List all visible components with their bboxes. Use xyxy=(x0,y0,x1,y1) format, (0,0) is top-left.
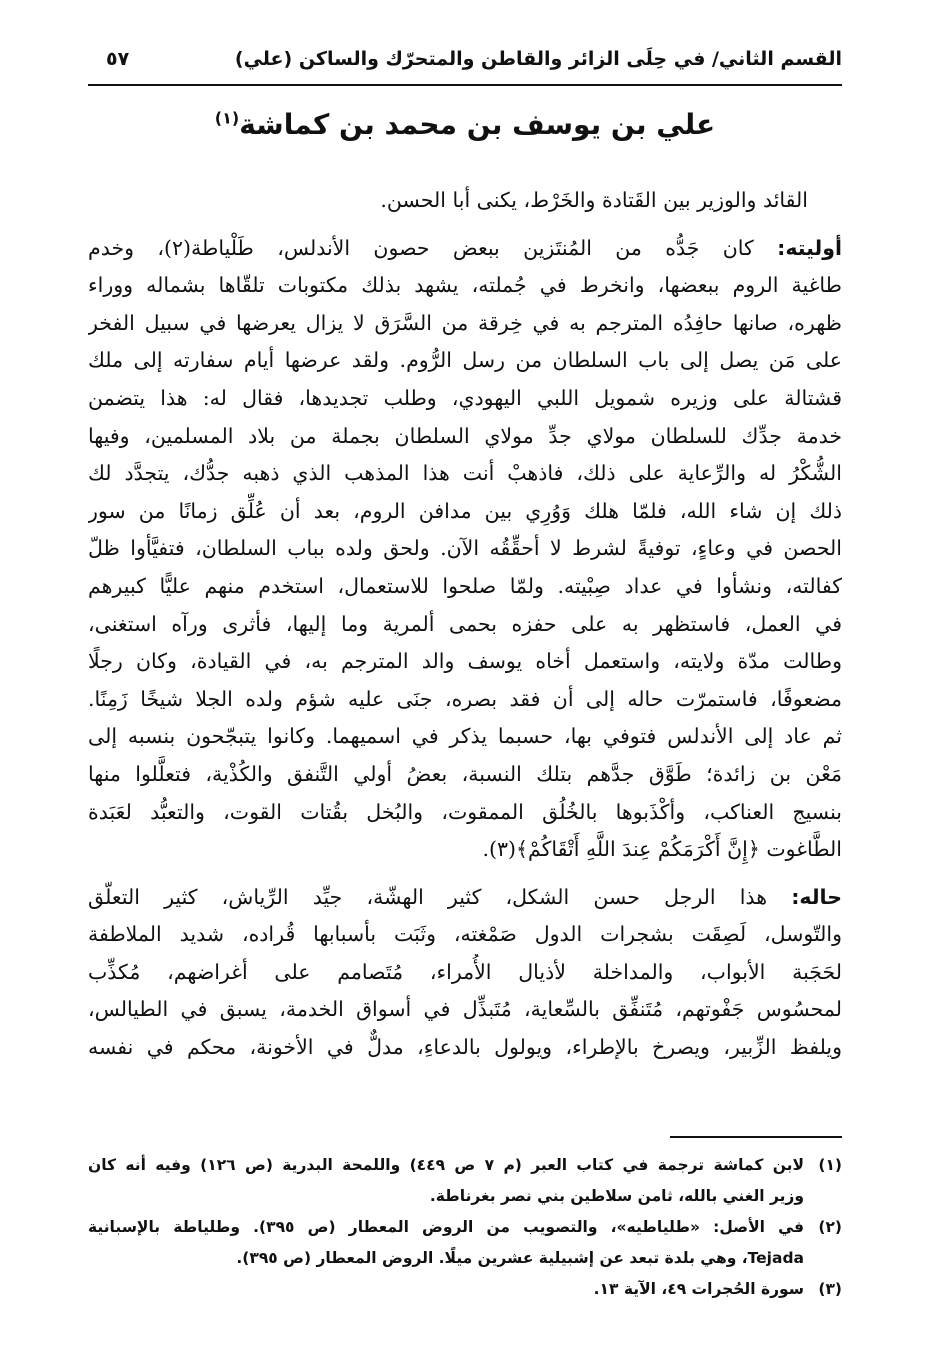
paragraph-origins xyxy=(88,230,842,869)
entry-title xyxy=(88,108,842,141)
text-line: ظهره، صانها حافِدُه المترجم به في خِرقة من السَّرَق لا يزال يعرضها في سبيل الفخر xyxy=(88,310,842,335)
line-text: كان جَدُّه من المُنتَزين ببعض حصون الأندلس، طَلْياطة(٢)، وخدم xyxy=(88,235,778,260)
footnote-number: (١) xyxy=(818,1156,842,1174)
footnote-ref: (١) xyxy=(214,108,240,128)
text-line: خدمة جدِّك للسلطان مولاي جدِّ مولاي السلطان بجملة من بلاد المسلمين، وفيها xyxy=(88,423,842,448)
footnote-line: لابن كماشة ترجمة في كتاب العبر (م ٧ ص ٤٤٩) واللمحة البدرية (ص ١٢٦) وفيه أنه كان xyxy=(88,1156,804,1174)
footnote xyxy=(88,1274,842,1305)
paragraph-lead: أوليته: xyxy=(777,235,842,260)
line-text: هذا الرجل حسن الشكل، كثير الهشّة، جيِّد الرِّياش، كثير التعلّق xyxy=(88,884,792,909)
text-line: بنسيج العناكب، وأكْذَبوها بالخُلُق الممقوت، والبُخل بقُتات القوت، والتعبُّد لعَبَدة xyxy=(88,799,842,824)
text-line: قشتالة على وزيره شمويل اللبي اليهودي، وطلب تجديدها، فقال له: هذا يتضمن xyxy=(88,385,842,410)
text-line: الطَّاغوت ﴿إِنَّ أَكْرَمَكُمْ عِندَ اللَّهِ أَتْقَاكُمْ﴾(٣). xyxy=(482,837,842,862)
text-line: على مَن يصل إلى باب السلطان من رسل الرُّوم. ولقد عرضها أيام سفارته إلى ملك xyxy=(88,348,842,373)
page-number: ٥٧ xyxy=(106,48,130,70)
footnote-rule xyxy=(670,1136,842,1138)
footnote-line: في الأصل: «طلياطيه»، والتصويب من الروض المعطار (ص ٣٩٥). وطلياطة بالإسبانية xyxy=(88,1218,804,1236)
text-line: كفالته، ونشأوا في عداد صِبْيته. ولمّا صلحوا للاستعمال، استخدم منهم عليًّا كبيرهم xyxy=(88,573,842,598)
text-line: ثم عاد إلى الأندلس فتوفي بها، حسبما يذكر في اسميهما. وكانوا يتبجّحون بنسبه إلى xyxy=(88,724,842,749)
footnote-line: سورة الحُجرات ٤٩، الآية ١٣. xyxy=(593,1280,804,1298)
text-line: والتّوسل، لَصِقَت بشجرات الدول صَمْغته، وثَبَت بأسبابها قُراده، شديد الملاطفة xyxy=(88,922,842,947)
text-line: مَعْن بن زائدة؛ طَوَّق جدَّهم بتلك النسبة، بعضُ أولي التَّنفق والكُذْية، فتعلَّلوا منها xyxy=(88,761,842,786)
text-line: لمحسُوس جَفْوتهم، مُتَنفِّق بالسِّعاية، مُتَبذِّل في أسواق الخدمة، يسبق في الطيالس، xyxy=(88,997,842,1022)
footnotes xyxy=(88,1150,842,1305)
text-line: ذلك إن شاء الله، فلمّا هلك وَوُرِي بين مدافن الروم، بعد أن عُلِّق زمانًا من سور xyxy=(88,498,842,523)
running-title: القسم الثاني/ في حِلَى الزائر والقاطن والمتحرّك والساكن (علي) xyxy=(234,48,842,70)
footnote-line: Tejada، وهي بلدة تبعد عن إشبيلية عشرين ميلًا. الروض المعطار (ص ٣٩٥). xyxy=(236,1249,804,1267)
footnote xyxy=(88,1212,842,1274)
text-line: لحَجَبة الأبواب، والمداخلة لأذيال الأُمراء، مُتَصامم على أغراضهم، مُكذِّب xyxy=(88,959,842,984)
intro-line: القائد والوزير بين القَتادة والخَرْط، يكنى أبا الحسن. xyxy=(380,188,808,212)
body-text xyxy=(88,182,842,1067)
header-rule xyxy=(88,84,842,86)
entry-title-text: علي بن يوسف بن محمد بن كماشة xyxy=(239,108,716,141)
text-line xyxy=(88,230,842,268)
footnote-line: وزير الغني بالله، ثامن سلاطين بني نصر بغرناطة. xyxy=(429,1187,804,1205)
paragraph-condition xyxy=(88,879,842,1067)
text-line: مضعوفًا، فاستمرّت حاله إلى أن فقد بصره، جنَى عليه شؤم ولده الجلا شيخًا زَمِنًا. xyxy=(88,686,842,711)
footnote-number: (٣) xyxy=(818,1280,842,1298)
text-line: الحصن في وعاءٍ، توفيةً لشرط لا أحقِّقُه الآن. ولحق ولده بباب السلطان، فتفيَّأوا ظلّ xyxy=(88,536,842,561)
text-line: ويلفظ الزِّبير، ويصرخ بالإطراء، ويولول بالدعاءِ، مدلٌّ في الأخونة، محكم في نفسه xyxy=(88,1035,842,1060)
text-line: وطالت مدّة ولايته، واستعمل أخاه يوسف والد المترجم به، في القيادة، وكان رجلًا xyxy=(88,649,842,674)
text-line: الشُّكْرُ له والرِّعاية على ذلك، فاذهبْ أنت هذا المذهب الذي ذهبه جدُّك، يتجدَّد لك xyxy=(88,461,842,486)
text-line xyxy=(88,879,842,917)
running-header xyxy=(88,48,842,82)
text-line: في العمل، فاستظهر به على حفزه بحمى ألمرية وما إليها، فأثرى ورآه استغنى، xyxy=(88,611,842,636)
text-line: طاغية الروم ببعضها، وانخرط في جُملته، يشهد بذلك مكتوبات تلقّاها بشماله ووراء xyxy=(88,273,842,298)
footnote xyxy=(88,1150,842,1212)
footnote-number: (٢) xyxy=(818,1218,842,1236)
paragraph-lead: حاله: xyxy=(791,884,842,909)
